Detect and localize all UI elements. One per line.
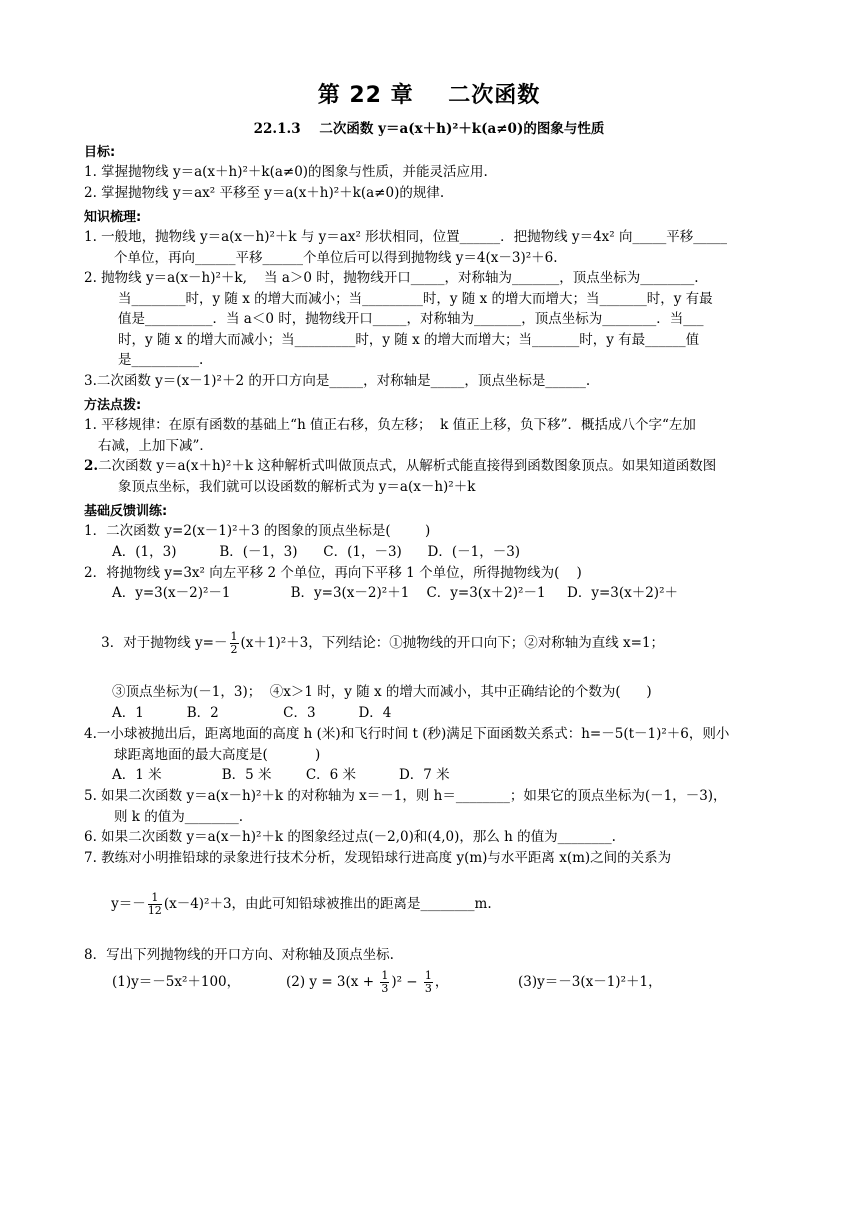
fraction-one-third — [380, 970, 389, 995]
fraction-numerator: 1 — [148, 892, 162, 905]
fraction-one-third — [424, 970, 433, 995]
method-2-text: 二次函数 y＝a(x＋h)²＋k 这种解析式叫做顶点式，从解析式能直接得到函数图象顶点。如果知道函数图 — [98, 458, 717, 474]
q8-2-mid: )² − — [391, 974, 422, 990]
question-4-options: A．1 米 B．5 米 C．6 米 D．7 米 — [112, 767, 450, 783]
question-3-suffix: (x＋1)²＋3，下列结论：①抛物线的开口向下；②对称轴为直线 x=1； — [240, 635, 665, 651]
question-3-options: A．1 B．2 C．3 D．4 — [112, 705, 392, 721]
question-5: 5. 如果二次函数 y＝a(x－h)²＋k 的对称轴为 x＝－1，则 h＝________；如果它的顶点坐标为(－1，－3)， — [84, 788, 727, 804]
section-goals-heading: 目标: — [84, 145, 116, 160]
fraction-denominator: 2 — [230, 643, 238, 656]
question-7-suffix: (x－4)²＋3，由此可知铅球被推出的距离是________m. — [163, 895, 492, 912]
goal-item: 1. 掌握抛物线 y＝a(x＋h)²＋k(a≠0)的图象与性质，并能灵活应用. — [84, 164, 488, 180]
question-8-item-2 — [286, 967, 518, 997]
knowledge-2-line: 值是__________．当 a＜0 时，抛物线开口_____，对称轴为_______，顶点坐标为________．当___ — [118, 311, 704, 327]
fraction-one-half — [230, 631, 239, 656]
question-1-options: A．(1，3) B．(－1，3) C．(1，－3) D．(－1，－3) — [112, 543, 521, 560]
fraction-numerator: 1 — [230, 630, 238, 643]
question-8-item-3: (3)y＝－3(x－1)²＋1， — [518, 974, 662, 990]
knowledge-2-line: 当________时，y 随 x 的增大而减小；当_________时，y 随 x 的增大而增大；当_______时，y 有最 — [118, 290, 713, 307]
chapter-title: 第 22 章 二次函数 — [317, 83, 541, 108]
method-1-line: 右减，上加下减”． — [98, 437, 213, 454]
question-4: 球距离地面的最大高度是( ) — [114, 746, 321, 763]
question-3-prefix: 3．对于抛物线 y=－ — [101, 635, 228, 651]
fraction-one-twelfth — [148, 892, 162, 917]
question-3 — [84, 604, 774, 682]
question-2-options: A．y=3(x－2)²－1 B．y=3(x－2)²＋1 C．y=3(x＋2)²－1 D．y=3(x＋2)²＋ — [112, 585, 678, 601]
section-practice-heading: 基础反馈训练: — [84, 504, 168, 519]
question-7-formula — [84, 868, 774, 941]
knowledge-2-line: 时，y 随 x 的增大而减小；当_________时，y 随 x 的增大而增大；当_______时，y 有最______值 — [118, 331, 700, 348]
section-method-heading: 方法点拨: — [84, 398, 142, 413]
fraction-denominator: 3 — [424, 982, 432, 995]
knowledge-2-line: 是__________. — [118, 352, 204, 368]
question-8-items — [84, 967, 774, 997]
fraction-denominator: 3 — [381, 982, 389, 995]
method-2-line: 象顶点坐标，我们就可以设函数的解析式为 y＝a(x－h)²＋k — [118, 478, 476, 495]
fraction-numerator: 1 — [424, 969, 432, 982]
question-7: 7. 教练对小明推铅球的录象进行技术分析，发现铅球行进高度 y(m)与水平距离 x(m)之间的关系为 — [84, 849, 672, 866]
question-6: 6. 如果二次函数 y＝a(x－h)²＋k 的图象经过点(－2,0)和(4,0)，那么 h 的值为________. — [84, 829, 616, 845]
lesson-subtitle: 22.1.3 二次函数 y＝a(x＋h)²＋k(a≠0)的图象与性质 — [253, 121, 605, 137]
knowledge-2-line: 2. 抛物线 y＝a(x－h)²＋k, 当 a＞0 时，抛物线开口_____，对称轴为_______，顶点坐标为________. — [84, 270, 699, 286]
method-1-line: 1. 平移规律：在原有函数的基础上“h 值正右移，负左移； k 值正上移，负下移”．概括成八个字“左加 — [84, 417, 696, 433]
question-1: 1．二次函数 y=2(x－1)²＋3 的图象的顶点坐标是( ) — [84, 523, 431, 539]
question-3-statements: ③顶点坐标为(－1，3)； ④x＞1 时，y 随 x 的增大而减小，其中正确结论的个数为( ) — [112, 684, 652, 700]
method-2-number: 2. — [84, 458, 99, 474]
fraction-denominator: 12 — [147, 903, 162, 917]
method-2-line — [84, 456, 774, 477]
fraction-numerator: 1 — [381, 969, 389, 982]
goal-item: 2. 掌握抛物线 y＝ax² 平移至 y＝a(x＋h)²＋k(a≠0)的规律. — [84, 184, 445, 201]
worksheet-page — [84, 78, 774, 997]
question-8-item-1: (1)y＝－5x²＋100， — [112, 974, 241, 990]
question-2: 2．将抛物线 y=3x² 向左平移 2 个单位，再向下平移 1 个单位，所得抛物线为( ) — [84, 564, 582, 581]
question-7-prefix: y＝－ — [111, 895, 146, 912]
question-5: 则 k 的值为________. — [114, 808, 244, 825]
q8-2-suffix: ， — [434, 974, 449, 990]
question-8: 8．写出下列抛物线的开口方向、对称轴及顶点坐标. — [84, 946, 394, 963]
knowledge-1-line: 个单位，再向______平移______个单位后可以得到抛物线 y＝4(x－3)²＋6. — [114, 249, 558, 266]
section-knowledge-heading: 知识梳理: — [84, 210, 142, 225]
knowledge-1-line: 1. 一般地，抛物线 y＝a(x－h)²＋k 与 y＝ax² 形状相同，位置______．把抛物线 y＝4x² 向_____平移_____ — [84, 229, 727, 245]
knowledge-3-line: 3.二次函数 y＝(x－1)²＋2 的开口方向是_____，对称轴是_____，顶点坐标是______. — [84, 372, 591, 389]
q8-2-prefix: (2) y = 3(x + — [286, 974, 379, 990]
question-4: 4.一小球被抛出后，距离地面的高度 h (米)和飞行时间 t (秒)满足下面函数关系式：h=－5(t－1)²＋6，则小 — [84, 726, 730, 742]
